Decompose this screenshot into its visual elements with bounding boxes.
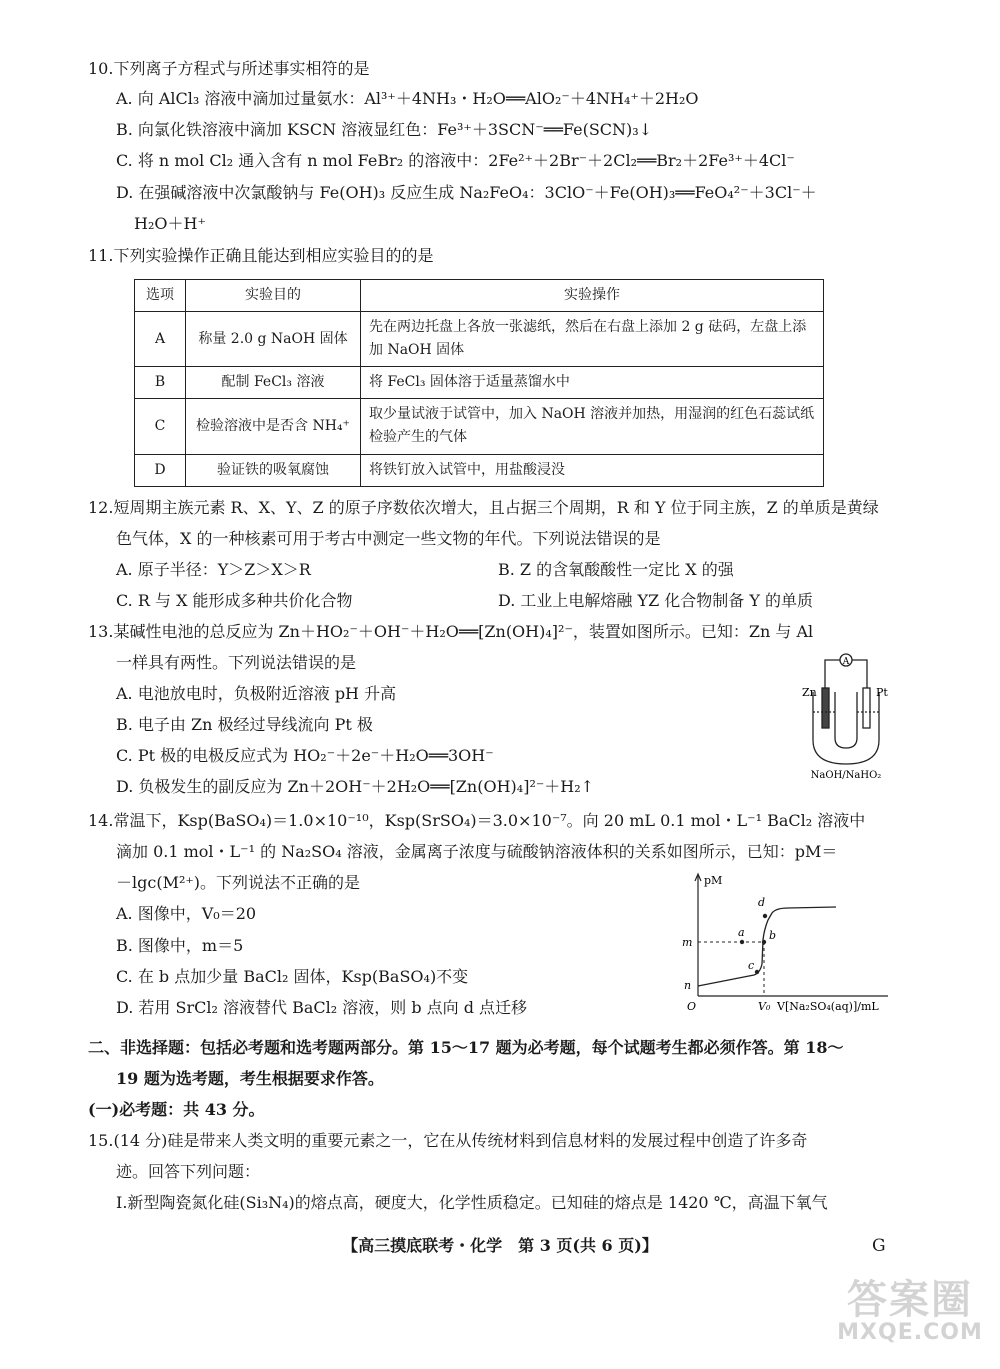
q13-stem-line2: 一样具有两性。下列说法错误的是 xyxy=(116,653,357,672)
row-operation: 将铁钉放入试管中，用盐酸浸没 xyxy=(361,454,824,486)
label-d: d xyxy=(758,896,766,909)
pm-curve xyxy=(698,907,836,986)
n-tick-label: n xyxy=(684,979,692,992)
page-footer: 【高三摸底联考・化学 第 3 页(共 6 页)】 xyxy=(342,1236,658,1255)
q10-option-d: D. 在强碱溶液中次氯酸钠与 Fe(OH)₃ 反应生成 Na₂FeO₄：3ClO⁻＋Fe(OH)₃══FeO₄²⁻＋3Cl⁻＋ xyxy=(116,183,817,202)
point-c xyxy=(755,970,759,974)
q12-stem-line2: 色气体，X 的一种核素可用于考古中测定一些文物的年代。下列说法错误的是 xyxy=(116,529,661,548)
table-header-row xyxy=(135,280,824,312)
row-operation: 取少量试液于试管中，加入 NaOH 溶液并加热，用湿润的红色石蕊试纸检验产生的气体 xyxy=(361,399,824,454)
q12-stem-line1: 12.短周期主族元素 R、X、Y、Z 的原子序数依次增大，且占据三个周期，R 和 Y 位于同主族，Z 的单质是黄绿 xyxy=(88,498,879,517)
point-d xyxy=(763,914,767,918)
pt-electrode-label: Pt xyxy=(876,686,888,699)
origin-label: O xyxy=(687,1000,697,1013)
v0-tick-label: V₀ xyxy=(758,1000,771,1013)
x-axis-label: V[Na₂SO₄(aq)]/mL xyxy=(777,1000,879,1013)
m-tick-label: m xyxy=(682,936,693,949)
q13-option-d: D. 负极发生的副反应为 Zn＋2OH⁻＋2H₂O══[Zn(OH)₄]²⁻＋H₂↑ xyxy=(116,777,595,796)
q12-option-d: D. 工业上电解熔融 YZ 化合物制备 Y 的单质 xyxy=(498,591,814,610)
q14-stem-line3: －lgc(M²⁺)。下列说法不正确的是 xyxy=(116,873,361,892)
version-mark: G xyxy=(872,1236,886,1256)
q12-option-c: C. R 与 X 能形成多种共价化合物 xyxy=(116,591,353,610)
q10-option-d-cont: H₂O＋H⁺ xyxy=(134,214,206,233)
q13-option-c: C. Pt 极的电极反应式为 HO₂⁻＋2e⁻＋H₂O══3OH⁻ xyxy=(116,746,494,765)
q13-option-b: B. 电子由 Zn 极经过导线流向 Pt 极 xyxy=(116,715,373,734)
q10-stem: 10.下列离子方程式与所述事实相符的是 xyxy=(88,59,370,78)
part2-title-line2: 19 题为选考题，考生根据要求作答。 xyxy=(116,1069,384,1088)
q15-line3: Ⅰ.新型陶瓷氮化硅(Si₃N₄)的熔点高，硬度大，化学性质稳定。已知硅的熔点是 1420 ℃，高温下氧气 xyxy=(116,1193,828,1212)
q14-pm-graph xyxy=(676,868,902,1020)
q14-option-b: B. 图像中，m＝5 xyxy=(116,936,244,955)
q15-line1: 15.(14 分)硅是带来人类文明的重要元素之一，它在从传统材料到信息材料的发展过程中创造了许多奇 xyxy=(88,1131,808,1150)
q14-stem-line1: 14.常温下，Ksp(BaSO₄)＝1.0×10⁻¹⁰，Ksp(SrSO₄)＝3.0×10⁻⁷。向 20 mL 0.1 mol・L⁻¹ BaCl₂ 溶液中 xyxy=(88,811,866,830)
header-operation: 实验操作 xyxy=(361,280,824,312)
q12-option-a: A. 原子半径：Y＞Z＞X＞R xyxy=(116,560,311,579)
row-aim: 检验溶液中是否含 NH₄⁺ xyxy=(186,399,361,454)
q14-option-a: A. 图像中，V₀＝20 xyxy=(116,904,257,923)
q10-option-a: A. 向 AlCl₃ 溶液中滴加过量氨水：Al³⁺＋4NH₃・H₂O══AlO₂⁻＋4NH₄⁺＋2H₂O xyxy=(116,89,699,108)
q12-option-b: B. Z 的含氧酸酸性一定比 X 的强 xyxy=(498,560,734,579)
y-axis-label: pM xyxy=(704,874,723,887)
row-operation: 先在两边托盘上各放一张滤纸，然后在右盘上添加 2 g 砝码，左盘上添加 NaOH 固体 xyxy=(361,312,824,367)
table-row xyxy=(135,312,824,367)
row-option: D xyxy=(135,454,186,486)
label-b: b xyxy=(769,929,777,942)
row-aim: 验证铁的吸氧腐蚀 xyxy=(186,454,361,486)
q14-option-c: C. 在 b 点加少量 BaCl₂ 固体，Ksp(BaSO₄)不变 xyxy=(116,967,469,986)
table-row xyxy=(135,454,824,486)
header-option: 选项 xyxy=(135,280,186,312)
q11-table xyxy=(134,279,824,487)
row-aim: 配制 FeCl₃ 溶液 xyxy=(186,367,361,399)
q11-stem: 11.下列实验操作正确且能达到相应实验目的的是 xyxy=(88,246,434,265)
required-section-heading: (一)必考题：共 43 分。 xyxy=(88,1100,265,1119)
point-a xyxy=(740,940,744,944)
watermark-line2: MXQE.COM xyxy=(837,1320,983,1345)
q14-option-d: D. 若用 SrCl₂ 溶液替代 BaCl₂ 溶液，则 b 点向 d 点迁移 xyxy=(116,998,528,1017)
row-option: A xyxy=(135,312,186,367)
q14-stem-line2: 滴加 0.1 mol・L⁻¹ 的 Na₂SO₄ 溶液，金属离子浓度与硫酸钠溶液体积的关系如图所示，已知：pM＝ xyxy=(116,842,838,861)
electrolyte-caption: NaOH/NaHO₂ xyxy=(810,770,882,780)
q10-option-b: B. 向氯化铁溶液中滴加 KSCN 溶液显红色：Fe³⁺＋3SCN⁻══Fe(SCN)₃↓ xyxy=(116,120,653,139)
point-b xyxy=(762,940,766,944)
row-aim: 称量 2.0 g NaOH 固体 xyxy=(186,312,361,367)
table-row xyxy=(135,399,824,454)
part2-title-line1: 二、非选择题：包括必考题和选考题两部分。第 15～17 题为必考题，每个试题考生都必须作答。第 18～ xyxy=(88,1038,844,1057)
label-a: a xyxy=(738,926,745,939)
row-option: B xyxy=(135,367,186,399)
watermark-line1: 答案圈 xyxy=(847,1276,973,1323)
table-row xyxy=(135,367,824,399)
q13-stem-line1: 13.某碱性电池的总反应为 Zn＋HO₂⁻＋OH⁻＋H₂O══[Zn(OH)₄]²⁻，装置如图所示。已知：Zn 与 Al xyxy=(88,622,814,641)
q13-battery-diagram xyxy=(796,648,896,780)
row-option: C xyxy=(135,399,186,454)
ammeter-label: A xyxy=(842,657,850,667)
q13-option-a: A. 电池放电时，负极附近溶液 pH 升高 xyxy=(116,684,397,703)
label-c: c xyxy=(748,959,755,972)
q15-line2: 迹。回答下列问题： xyxy=(116,1162,261,1181)
row-operation: 将 FeCl₃ 固体溶于适量蒸馏水中 xyxy=(361,367,824,399)
site-watermark xyxy=(830,1276,990,1365)
q10-option-c: C. 将 n mol Cl₂ 通入含有 n mol FeBr₂ 的溶液中：2Fe²⁺＋2Br⁻＋2Cl₂══Br₂＋2Fe³⁺＋4Cl⁻ xyxy=(116,151,795,170)
zn-electrode-label: Zn xyxy=(802,686,817,699)
header-aim: 实验目的 xyxy=(186,280,361,312)
